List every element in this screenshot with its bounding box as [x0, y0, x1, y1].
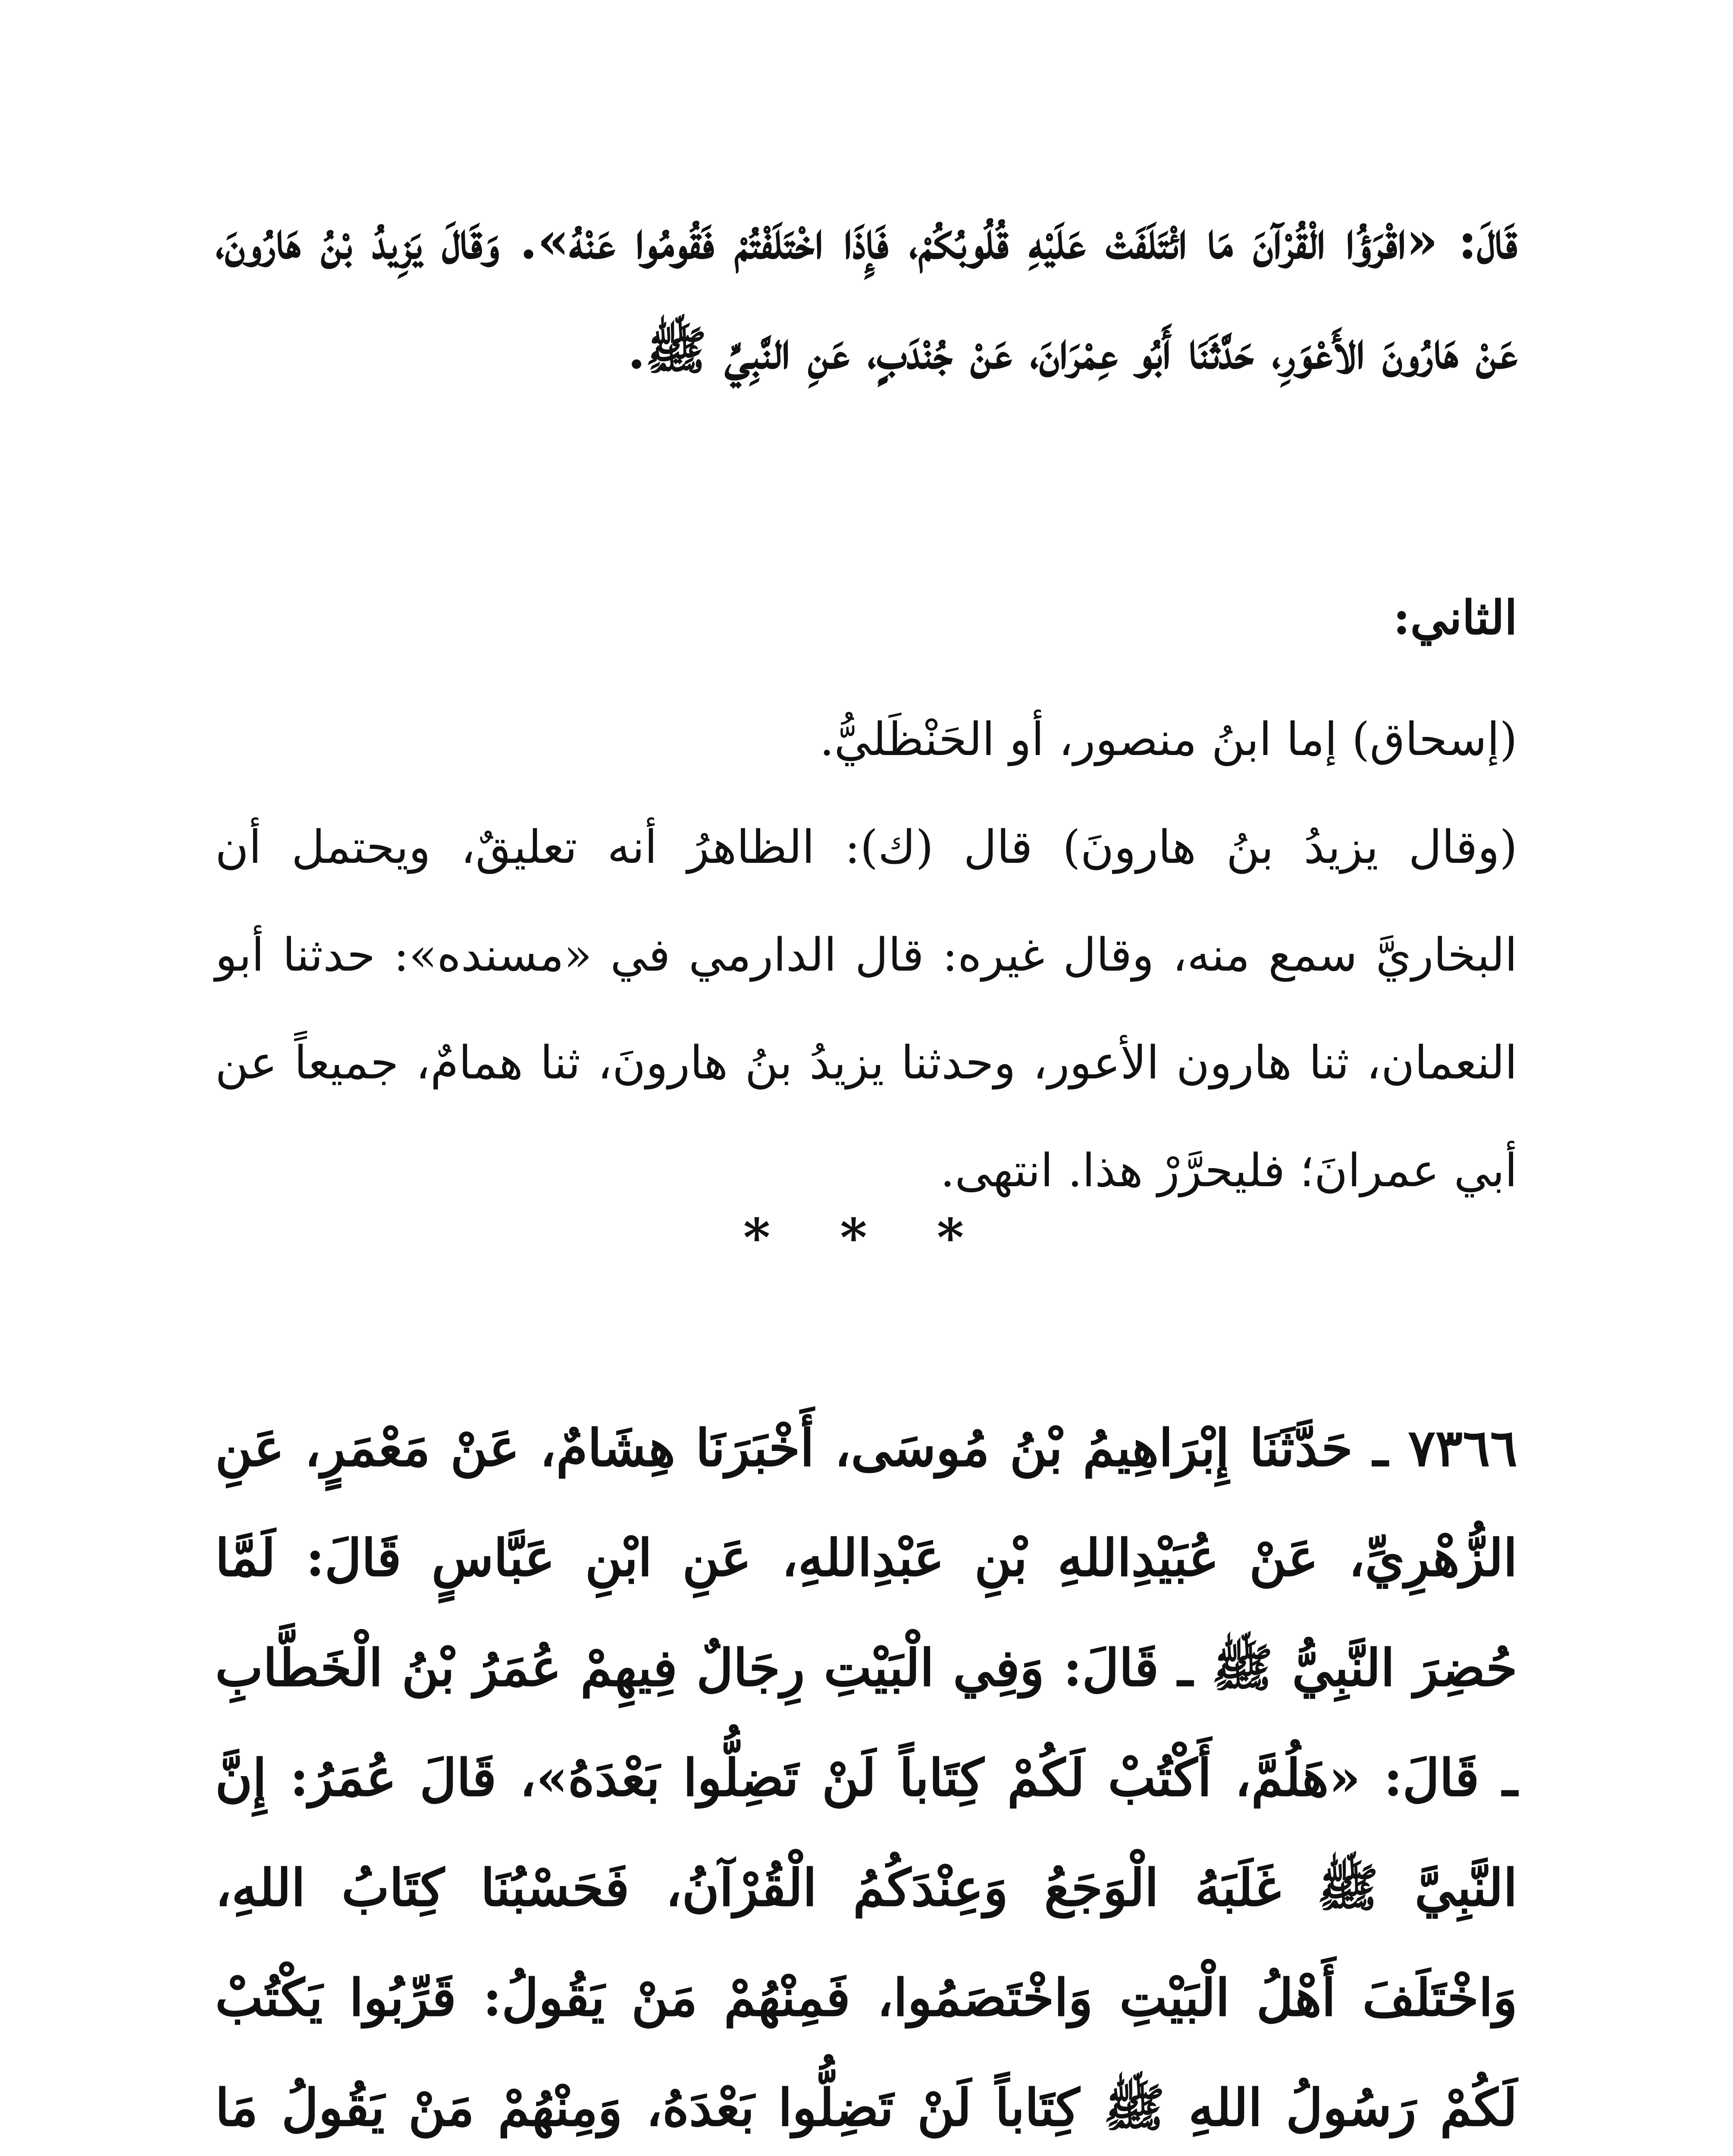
main-hadith-text: ٧٣٦٦ ـ حَدَّثَنَا إِبْرَاهِيمُ بْنُ مُوسَى، أَخْبَرَنَا هِشَامٌ، عَنْ مَعْمَرٍ، عَنِ الزُّهْرِيِّ، عَنْ عُبَيْدِاللهِ بْنِ عَبْدِاللهِ، عَنِ ابْنِ عَبَّاسٍ قَالَ: لَمَّا حُضِرَ النَّبِيُّ ﷺ ـ قَالَ: وَفِي الْبَيْتِ رِجَالٌ فِيهِمْ عُمَرُ بْنُ الْخَطَّابِ ـ قَالَ: «هَلُمَّ، أَكْتُبْ لَكُمْ كِتَاباً لَنْ تَضِلُّوا بَعْدَهُ»، قَالَ عُمَرُ: إِنَّ النَّبِيَّ ﷺ غَلَبَهُ الْوَجَعُ وَعِنْدَكُمُ الْقُرْآنُ، فَحَسْبُنَا كِتَابُ اللهِ، وَاخْتَلَفَ أَهْلُ الْبَيْتِ وَاخْتَصَمُوا، فَمِنْهُمْ مَنْ يَقُولُ: قَرِّبُوا يَكْتُبْ لَكُمْ رَسُولُ اللهِ ﷺ كِتَاباً لَنْ تَضِلُّوا بَعْدَهُ، وَمِنْهُمْ مَنْ يَقُولُ مَا [215, 1418, 1517, 2137]
top-hadith-text: قَالَ: «اقْرَؤُا الْقُرْآنَ مَا ائْتَلَفَتْ عَلَيْهِ قُلُوبُكُمْ، فَإِذَا اخْتَلَفْتُمْ فَقُومُوا عَنْهُ». وَقَالَ يَزِيدُ بْنُ هَارُونَ، عَنْ هَارُونَ الأَعْوَرِ، حَدَّثَنَا أَبُو عِمْرَانَ، عَنْ جُنْدَبٍ، عَنِ النَّبِيِّ ﷺ. [215, 210, 1518, 380]
top-hadith-block [215, 185, 1517, 405]
commentary-paragraph-1: (إسحاق) إما ابنُ منصور، أو الحَنْظَليُّ. [819, 713, 1517, 766]
commentary-paragraph-2-block [215, 793, 1517, 1225]
commentary-heading: الثاني: [1393, 591, 1517, 645]
section-separator: * * * [743, 1207, 990, 1268]
main-hadith-block [215, 1393, 1517, 2156]
commentary-paragraph-1-block [215, 686, 1517, 793]
commentary-paragraph-2: (وقال يزيدُ بنُ هارونَ) قال (ك): الظاهرُ أنه تعليقٌ، ويحتمل أن البخاريَّ سمع منه، وقال غيره: قال الدارمي في «مسنده»: حدثنا أبو النعمان، ثنا هارون الأعور، وحدثنا يزيدُ بنُ هارونَ، ثنا همامٌ، جميعاً عن أبي عمرانَ؛ فليحرَّرْ هذا. انتهى. [215, 821, 1517, 1197]
